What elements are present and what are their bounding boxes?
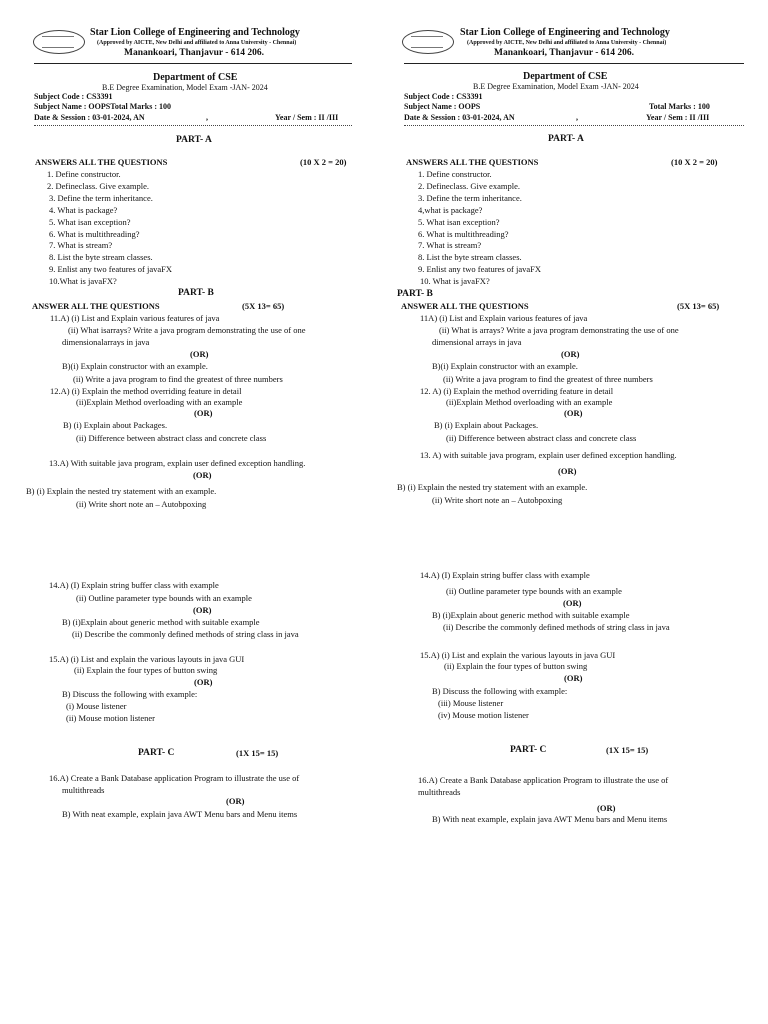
subject-name: Subject Name : OOPSTotal Marks : 100 xyxy=(34,102,172,111)
year-sem: Year / Sem : II /III xyxy=(646,113,710,122)
part-a-question: 2. Defineclass. Give example. xyxy=(47,181,149,191)
college-logo-icon xyxy=(33,30,85,54)
part-b-line: (ii) Outline parameter type bounds with an example xyxy=(76,593,252,603)
part-b-line: (ii) Difference between abstract class and concrete class xyxy=(446,433,637,443)
date-session: Date & Session : 03-01-2024, AN xyxy=(34,113,145,122)
part-b-line: 12. A) (i) Explain the method overriding feature in detail xyxy=(420,386,614,396)
part-b-line: B)(i) Explain constructor with an example. xyxy=(432,361,578,371)
part-b-line: 15.A) (i) List and explain the various layouts in java GUI xyxy=(420,650,616,660)
department: Department of CSE xyxy=(153,72,238,83)
college-address: Manankoari, Thanjavur - 614 206. xyxy=(124,48,265,58)
part-b-line: 15.A) (i) List and explain the various layouts in java GUI xyxy=(49,654,245,664)
part-a-marks: (10 X 2 = 20) xyxy=(300,157,347,167)
department: Department of CSE xyxy=(523,71,608,82)
part-b-title: PART- B xyxy=(397,289,433,299)
part-b-instruction: ANSWER ALL THE QUESTIONS xyxy=(32,301,160,311)
or-separator: (OR) xyxy=(558,466,577,476)
or-separator: (OR) xyxy=(597,803,616,813)
part-b-line: (ii)Explain Method overloading with an example xyxy=(76,397,243,407)
part-c-line: B) With neat example, explain java AWT Menu bars and Menu items xyxy=(432,814,668,824)
part-b-line: dimensionalarrays in java xyxy=(62,337,150,347)
part-a-question: 9. Enlist any two features of javaFX xyxy=(418,264,541,274)
part-a-instruction: ANSWERS ALL THE QUESTIONS xyxy=(406,157,539,167)
part-b-line: (ii) What is arrays? Write a java program demonstrating the use of one xyxy=(439,325,679,335)
part-c-title: PART- C xyxy=(138,748,175,758)
separator-comma: , xyxy=(576,113,578,122)
part-b-line: (ii) Outline parameter type bounds with an example xyxy=(446,586,622,596)
part-b-line: 12.A) (i) Explain the method overriding feature in detail xyxy=(50,386,242,396)
part-b-line: dimensional arrays in java xyxy=(432,337,522,347)
part-b-line: (ii)Explain Method overloading with an example xyxy=(446,397,613,407)
header-rule xyxy=(404,63,744,64)
part-b-line: (ii) Mouse motion listener xyxy=(66,713,156,723)
meta-rule xyxy=(34,125,352,126)
part-b-line: 13. A) with suitable java program, explain user defined exception handling. xyxy=(420,450,677,460)
part-b-line: B) (i) Explain about Packages. xyxy=(63,420,168,430)
part-b-line: (ii) Describe the commonly defined methods of string class in java xyxy=(72,629,299,639)
part-a-marks: (10 X 2 = 20) xyxy=(671,157,718,167)
part-b-line: (ii) Write short note an – Autobpoxing xyxy=(432,495,563,505)
part-a-question: 9. Enlist any two features of javaFX xyxy=(49,264,172,274)
total-marks: Total Marks : 100 xyxy=(649,102,710,111)
subject-code: Subject Code : CS3391 xyxy=(404,92,483,101)
part-b-instruction: ANSWER ALL THE QUESTIONS xyxy=(401,301,529,311)
part-b-title: PART- B xyxy=(178,288,214,298)
part-b-line: (ii) Write short note an – Autobpoxing xyxy=(76,499,207,509)
part-a-question: 4. What is package? xyxy=(49,205,118,215)
part-a-instruction: ANSWERS ALL THE QUESTIONS xyxy=(35,157,168,167)
part-c-line: 16.A) Create a Bank Database application Program to illustrate the use of xyxy=(49,773,300,783)
part-b-line: B) (i) Explain the nested try statement with an example. xyxy=(397,482,588,492)
part-b-line: (ii) Write a java program to find the greatest of three numbers xyxy=(443,374,653,384)
year-sem: Year / Sem : II /III xyxy=(275,113,339,122)
exam-title: B.E Degree Examination, Model Exam -JAN- 2024 xyxy=(102,83,268,92)
part-c-line: multithreads xyxy=(418,787,461,797)
part-b-line: 13.A) With suitable java program, explain user defined exception handling. xyxy=(49,458,306,468)
or-separator: (OR) xyxy=(193,470,212,480)
part-a-question: 8. List the byte stream classes. xyxy=(49,252,153,262)
part-b-line: 11.A) (i) List and Explain various features of java xyxy=(50,313,220,323)
part-a-question: 5. What isan exception? xyxy=(49,217,131,227)
part-c-line: 16.A) Create a Bank Database application Program to illustrate the use of xyxy=(418,775,669,785)
part-b-line: (ii) What isarrays? Write a java program demonstrating the use of one xyxy=(68,325,306,335)
header-rule xyxy=(34,63,352,64)
part-b-line: 14.A) (I) Explain string buffer class with example xyxy=(420,570,590,580)
meta-rule xyxy=(404,125,744,126)
part-b-line: (ii) Explain the four types of button swing xyxy=(74,665,218,675)
part-b-line: B) (i)Explain about generic method with suitable example xyxy=(432,610,630,620)
part-a-question: 3. Define the term inheritance. xyxy=(49,193,153,203)
approval-note: (Approved by AICTE, New Delhi and affiliated to Anna University - Chennai) xyxy=(97,40,297,46)
part-a-question: 10.What is javaFX? xyxy=(49,276,117,286)
or-separator: (OR) xyxy=(194,408,213,418)
subject-code: Subject Code : CS3391 xyxy=(34,92,113,101)
college-name: Star Lion College of Engineering and Technology xyxy=(90,27,300,38)
part-b-marks: (5X 13= 65) xyxy=(677,301,720,311)
part-b-line: B) (i)Explain about generic method with suitable example xyxy=(62,617,260,627)
part-a-question: 7. What is stream? xyxy=(418,240,482,250)
part-b-line: (ii) Write a java program to find the greatest of three numbers xyxy=(73,374,283,384)
or-separator: (OR) xyxy=(564,673,583,683)
part-b-line: B)(i) Explain constructor with an example. xyxy=(62,361,208,371)
or-separator: (OR) xyxy=(563,598,582,608)
college-address: Manankoari, Thanjavur - 614 206. xyxy=(494,48,635,58)
or-separator: (OR) xyxy=(561,349,580,359)
part-b-line: B) Discuss the following with example: xyxy=(62,689,198,699)
part-b-line: (iv) Mouse motion listener xyxy=(438,710,529,720)
separator-comma: , xyxy=(206,113,208,122)
part-c-title: PART- C xyxy=(510,745,547,755)
part-b-line: 14.A) (I) Explain string buffer class with example xyxy=(49,580,219,590)
part-c-marks: (1X 15= 15) xyxy=(236,748,279,758)
part-c-line: B) With neat example, explain java AWT Menu bars and Menu items xyxy=(62,809,298,819)
part-a-question: 1. Define constructor. xyxy=(418,169,492,179)
part-b-marks: (5X 13= 65) xyxy=(242,301,285,311)
part-a-question: 1. Define constructor. xyxy=(47,169,121,179)
exam-paper-right xyxy=(384,0,768,1024)
part-b-line: (ii) Explain the four types of button swing xyxy=(444,661,588,671)
part-b-line: (iii) Mouse listener xyxy=(438,698,504,708)
college-name: Star Lion College of Engineering and Technology xyxy=(460,27,670,38)
part-a-question: 2. Defineclass. Give example. xyxy=(418,181,520,191)
part-a-question: 6. What is multithreading? xyxy=(49,229,140,239)
part-a-question: 5. What isan exception? xyxy=(418,217,500,227)
part-a-question: 3. Define the term inheritance. xyxy=(418,193,522,203)
part-b-line: 11A) (i) List and Explain various features of java xyxy=(420,313,588,323)
part-c-marks: (1X 15= 15) xyxy=(606,745,649,755)
part-a-title: PART- A xyxy=(548,134,584,144)
college-logo-icon xyxy=(402,30,454,54)
subject-name: Subject Name : OOPS xyxy=(404,102,481,111)
part-b-line: B) (i) Explain about Packages. xyxy=(434,420,539,430)
date-session: Date & Session : 03-01-2024, AN xyxy=(404,113,515,122)
part-a-question: 7. What is stream? xyxy=(49,240,113,250)
part-b-line: (i) Mouse listener xyxy=(66,701,127,711)
part-b-line: (ii) Describe the commonly defined methods of string class in java xyxy=(443,622,670,632)
part-b-line: (ii) Difference between abstract class and concrete class xyxy=(76,433,267,443)
part-a-question: 4,what is package? xyxy=(418,205,483,215)
part-c-line: multithreads xyxy=(62,785,105,795)
part-a-question: 8. List the byte stream classes. xyxy=(418,252,522,262)
or-separator: (OR) xyxy=(190,349,209,359)
or-separator: (OR) xyxy=(194,677,213,687)
part-b-line: B) Discuss the following with example: xyxy=(432,686,568,696)
exam-title: B.E Degree Examination, Model Exam -JAN- 2024 xyxy=(473,82,639,91)
or-separator: (OR) xyxy=(226,796,245,806)
part-b-line: B) (i) Explain the nested try statement with an example. xyxy=(26,486,217,496)
part-a-question: 10. What is javaFX? xyxy=(420,276,490,286)
or-separator: (OR) xyxy=(564,408,583,418)
part-a-title: PART- A xyxy=(176,135,212,145)
approval-note: (Approved by AICTE, New Delhi and affiliated to Anna University - Chennai) xyxy=(467,40,667,46)
part-a-question: 6. What is multithreading? xyxy=(418,229,509,239)
or-separator: (OR) xyxy=(193,605,212,615)
